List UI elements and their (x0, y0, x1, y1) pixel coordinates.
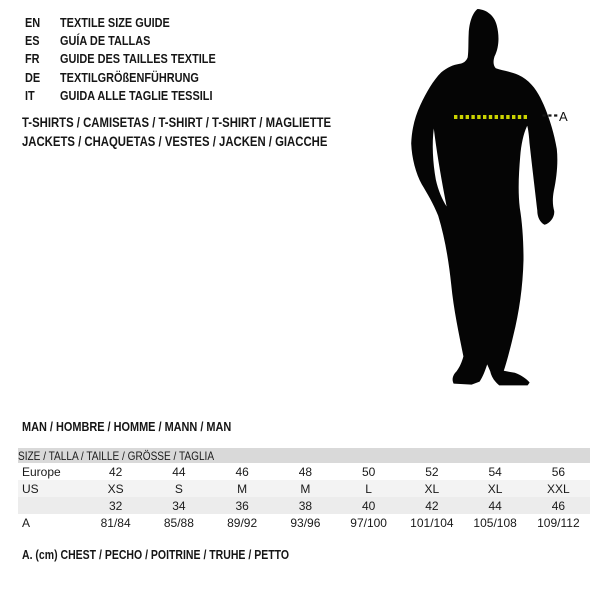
row-label: A (22, 515, 31, 530)
size-cell: 40 (337, 497, 400, 514)
row-label (18, 497, 84, 514)
language-code: ES (25, 33, 40, 49)
size-cell: S (147, 480, 210, 497)
table-row-uk (18, 497, 590, 514)
size-cell: 105/108 (473, 515, 517, 530)
size-cell: M (211, 480, 274, 497)
table-row-chest (18, 514, 590, 531)
size-cell: 48 (298, 464, 313, 479)
size-table (18, 448, 590, 531)
size-cell: 109/112 (537, 515, 580, 530)
size-cell: 44 (172, 464, 186, 479)
size-cell: 56 (551, 464, 566, 479)
row-label: Europe (22, 464, 61, 479)
language-row (25, 68, 245, 86)
category-block (22, 113, 390, 151)
pocket-hand-gap (433, 129, 447, 207)
size-table-header-row (18, 448, 590, 463)
size-cell: XS (84, 480, 147, 497)
size-cell: 46 (527, 497, 590, 514)
size-cell: M (274, 480, 337, 497)
size-cell: XL (464, 480, 527, 497)
language-label: GUÍA DE TALLAS (60, 33, 151, 49)
size-cell: 81/84 (100, 515, 131, 530)
size-cell: 101/104 (410, 515, 454, 530)
size-cell: XXL (527, 480, 590, 497)
size-cell: 46 (235, 464, 249, 479)
size-cell: 89/92 (227, 515, 258, 530)
measure-label-a: A (559, 109, 568, 124)
language-code: EN (25, 14, 41, 30)
row-label: US (18, 480, 84, 497)
language-code: FR (25, 51, 40, 67)
size-cell: 93/96 (290, 515, 321, 530)
size-cell: 50 (361, 464, 376, 479)
size-cell: L (337, 480, 400, 497)
size-cell: 42 (400, 497, 463, 514)
section-title-man: MAN / HOMBRE / HOMME / MANN / MAN (22, 419, 232, 434)
language-label: GUIDA ALLE TAGLIE TESSILI (60, 88, 213, 104)
size-cell: 44 (464, 497, 527, 514)
size-cell: 36 (211, 497, 274, 514)
size-cell: XL (400, 480, 463, 497)
size-cell: 97/100 (350, 515, 387, 530)
table-row-us (18, 480, 590, 497)
size-cell: 38 (274, 497, 337, 514)
footnote-chest: A. (cm) CHEST / PECHO / POITRINE / TRUHE / PETTO (22, 548, 290, 562)
size-cell: 34 (147, 497, 210, 514)
size-table-header: SIZE / TALLA / TAILLE / GRÖSSE / TAGLIA (18, 448, 215, 463)
language-label: TEXTILE SIZE GUIDE (60, 14, 170, 30)
man-silhouette (411, 9, 557, 385)
size-cell: 52 (425, 464, 439, 479)
category-line-tshirts: T-SHIRTS / CAMISETAS / T-SHIRT / T-SHIRT / MAGLIETTE (22, 115, 332, 130)
language-label: TEXTILGRÖßENFÜHRUNG (60, 69, 199, 85)
category-line-jackets: JACKETS / CHAQUETAS / VESTES / JACKEN / GIACCHE (22, 134, 328, 149)
language-label: GUIDE DES TAILLES TEXTILE (60, 51, 216, 67)
size-cell: 32 (84, 497, 147, 514)
language-row (25, 13, 245, 31)
language-row (25, 50, 245, 68)
language-row (25, 87, 245, 105)
language-list (25, 13, 245, 105)
size-cell: 85/88 (163, 515, 194, 530)
language-row (25, 31, 245, 49)
size-cell: 42 (108, 464, 123, 479)
table-row-europe (18, 463, 590, 480)
size-cell: 54 (488, 464, 502, 479)
language-code: DE (25, 69, 41, 85)
size-table-wrap (18, 448, 590, 531)
language-code: IT (25, 88, 35, 104)
